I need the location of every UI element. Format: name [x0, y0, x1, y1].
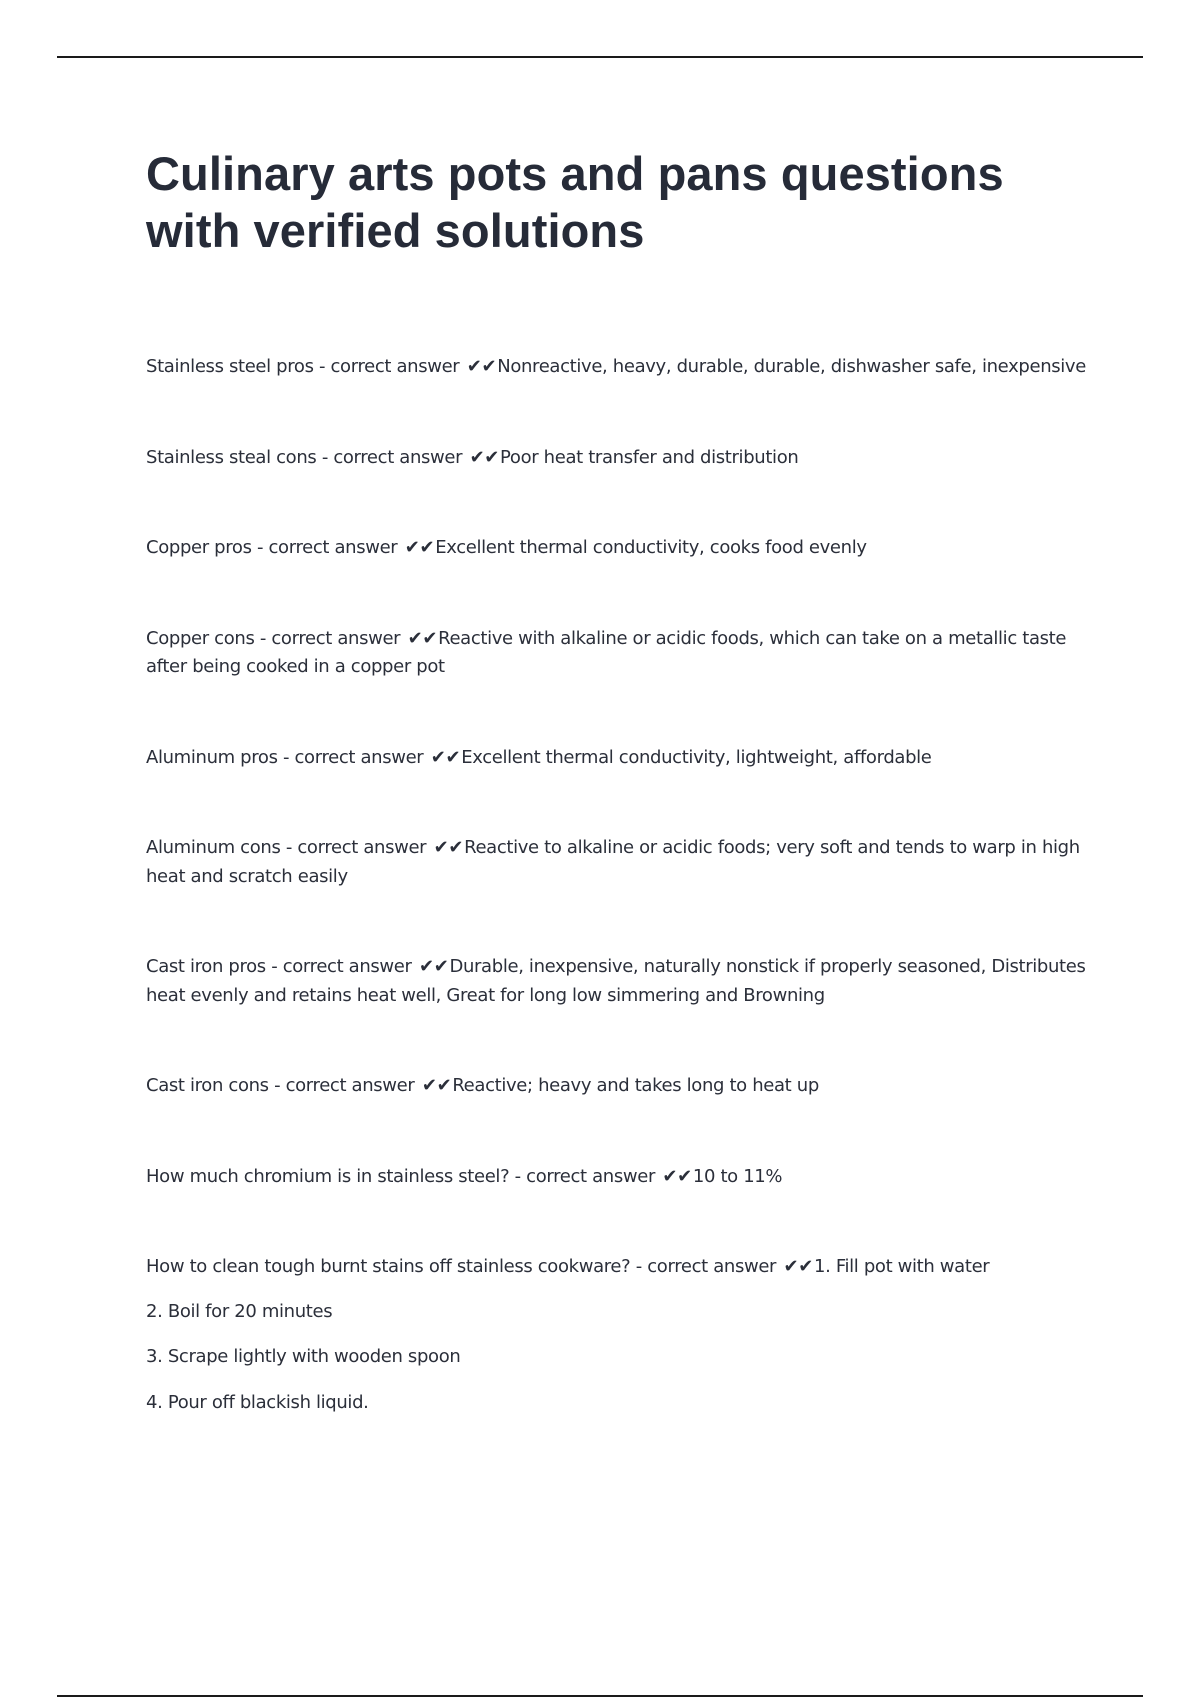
answer-prefix: - correct answer — [282, 746, 424, 768]
qa-item — [146, 444, 1086, 473]
step-item: 3. Scrape lightly with wooden spoon — [146, 1346, 461, 1367]
answer-prefix: - correct answer — [635, 1256, 777, 1277]
question-text: How to clean tough burnt stains off stainless cookware? — [146, 1256, 631, 1277]
question-text: Stainless steal cons — [146, 446, 317, 468]
check-icon: ✔✔ — [404, 537, 435, 558]
answer-prefix: - correct answer — [256, 537, 398, 558]
page-title: Culinary arts pots and pans questions with verified solutions — [146, 147, 1004, 257]
answer-text: Excellent thermal conductivity, lightweight, affordable — [461, 746, 932, 768]
check-icon: ✔✔ — [433, 837, 464, 858]
answer-prefix: - correct answer — [271, 956, 412, 977]
qa-item — [146, 834, 1086, 891]
check-icon: ✔✔ — [469, 446, 500, 468]
check-icon: ✔✔ — [466, 356, 497, 377]
question-text: How much chromium is in stainless steel? — [146, 1165, 510, 1187]
answer-text: Nonreactive, heavy, durable, durable, dishwasher safe, inexpensive — [497, 356, 1086, 377]
question-text: Aluminum cons — [146, 837, 281, 858]
question-text: Cast iron cons — [146, 1075, 269, 1096]
answer-prefix: - correct answer — [318, 356, 460, 377]
question-text: Copper cons — [146, 627, 255, 649]
qa-list — [146, 353, 1086, 1417]
document-body — [146, 145, 1086, 1434]
qa-item — [146, 953, 1086, 1010]
check-icon: ✔✔ — [783, 1256, 813, 1277]
answer-text: 1. Fill pot with water — [813, 1256, 990, 1277]
qa-item — [146, 353, 1086, 382]
top-divider — [57, 56, 1143, 58]
answer-prefix: - correct answer — [514, 1165, 656, 1187]
answer-prefix: - correct answer — [274, 1075, 415, 1096]
answer-text: Reactive to alkaline or acidic foods; very soft and tends to warp in high heat and scratch easily — [146, 837, 1080, 887]
question-text: Copper pros — [146, 537, 252, 558]
qa-item — [146, 1163, 1086, 1192]
check-icon: ✔✔ — [407, 627, 438, 649]
check-icon: ✔✔ — [430, 746, 461, 768]
answer-text: Excellent thermal conductivity, cooks food evenly — [435, 537, 867, 558]
answer-text: Reactive with alkaline or acidic foods, which can take on a metallic taste after being cooked in a copper pot — [146, 627, 1067, 677]
step-item: 2. Boil for 20 minutes — [146, 1300, 333, 1322]
answer-text: Poor heat transfer and distribution — [500, 446, 799, 468]
answer-text: 10 to 11% — [692, 1165, 783, 1187]
answer-prefix: - correct answer — [321, 446, 463, 468]
check-icon: ✔✔ — [662, 1165, 692, 1187]
qa-item — [146, 625, 1086, 682]
check-icon: ✔✔ — [418, 956, 449, 977]
answer-prefix: - correct answer — [285, 837, 427, 858]
answer-prefix: - correct answer — [259, 627, 401, 649]
step-item: 4. Pour off blackish liquid. — [146, 1391, 369, 1413]
cleaning-steps — [146, 1298, 1086, 1418]
qa-item — [146, 744, 1086, 773]
bottom-divider — [57, 1695, 1143, 1697]
qa-item — [146, 1072, 1086, 1101]
answer-text: Reactive; heavy and takes long to heat up — [452, 1075, 819, 1096]
qa-item — [146, 534, 1086, 563]
answer-text: Durable, inexpensive, naturally nonstick if properly seasoned, Distributes heat evenly and retains heat well, Great for long low simmering and Browning — [146, 956, 1086, 1006]
qa-item — [146, 1253, 1086, 1282]
check-icon: ✔✔ — [421, 1075, 452, 1096]
question-text: Stainless steel pros — [146, 356, 314, 377]
question-text: Aluminum pros — [146, 746, 278, 768]
question-text: Cast iron pros — [146, 956, 266, 977]
